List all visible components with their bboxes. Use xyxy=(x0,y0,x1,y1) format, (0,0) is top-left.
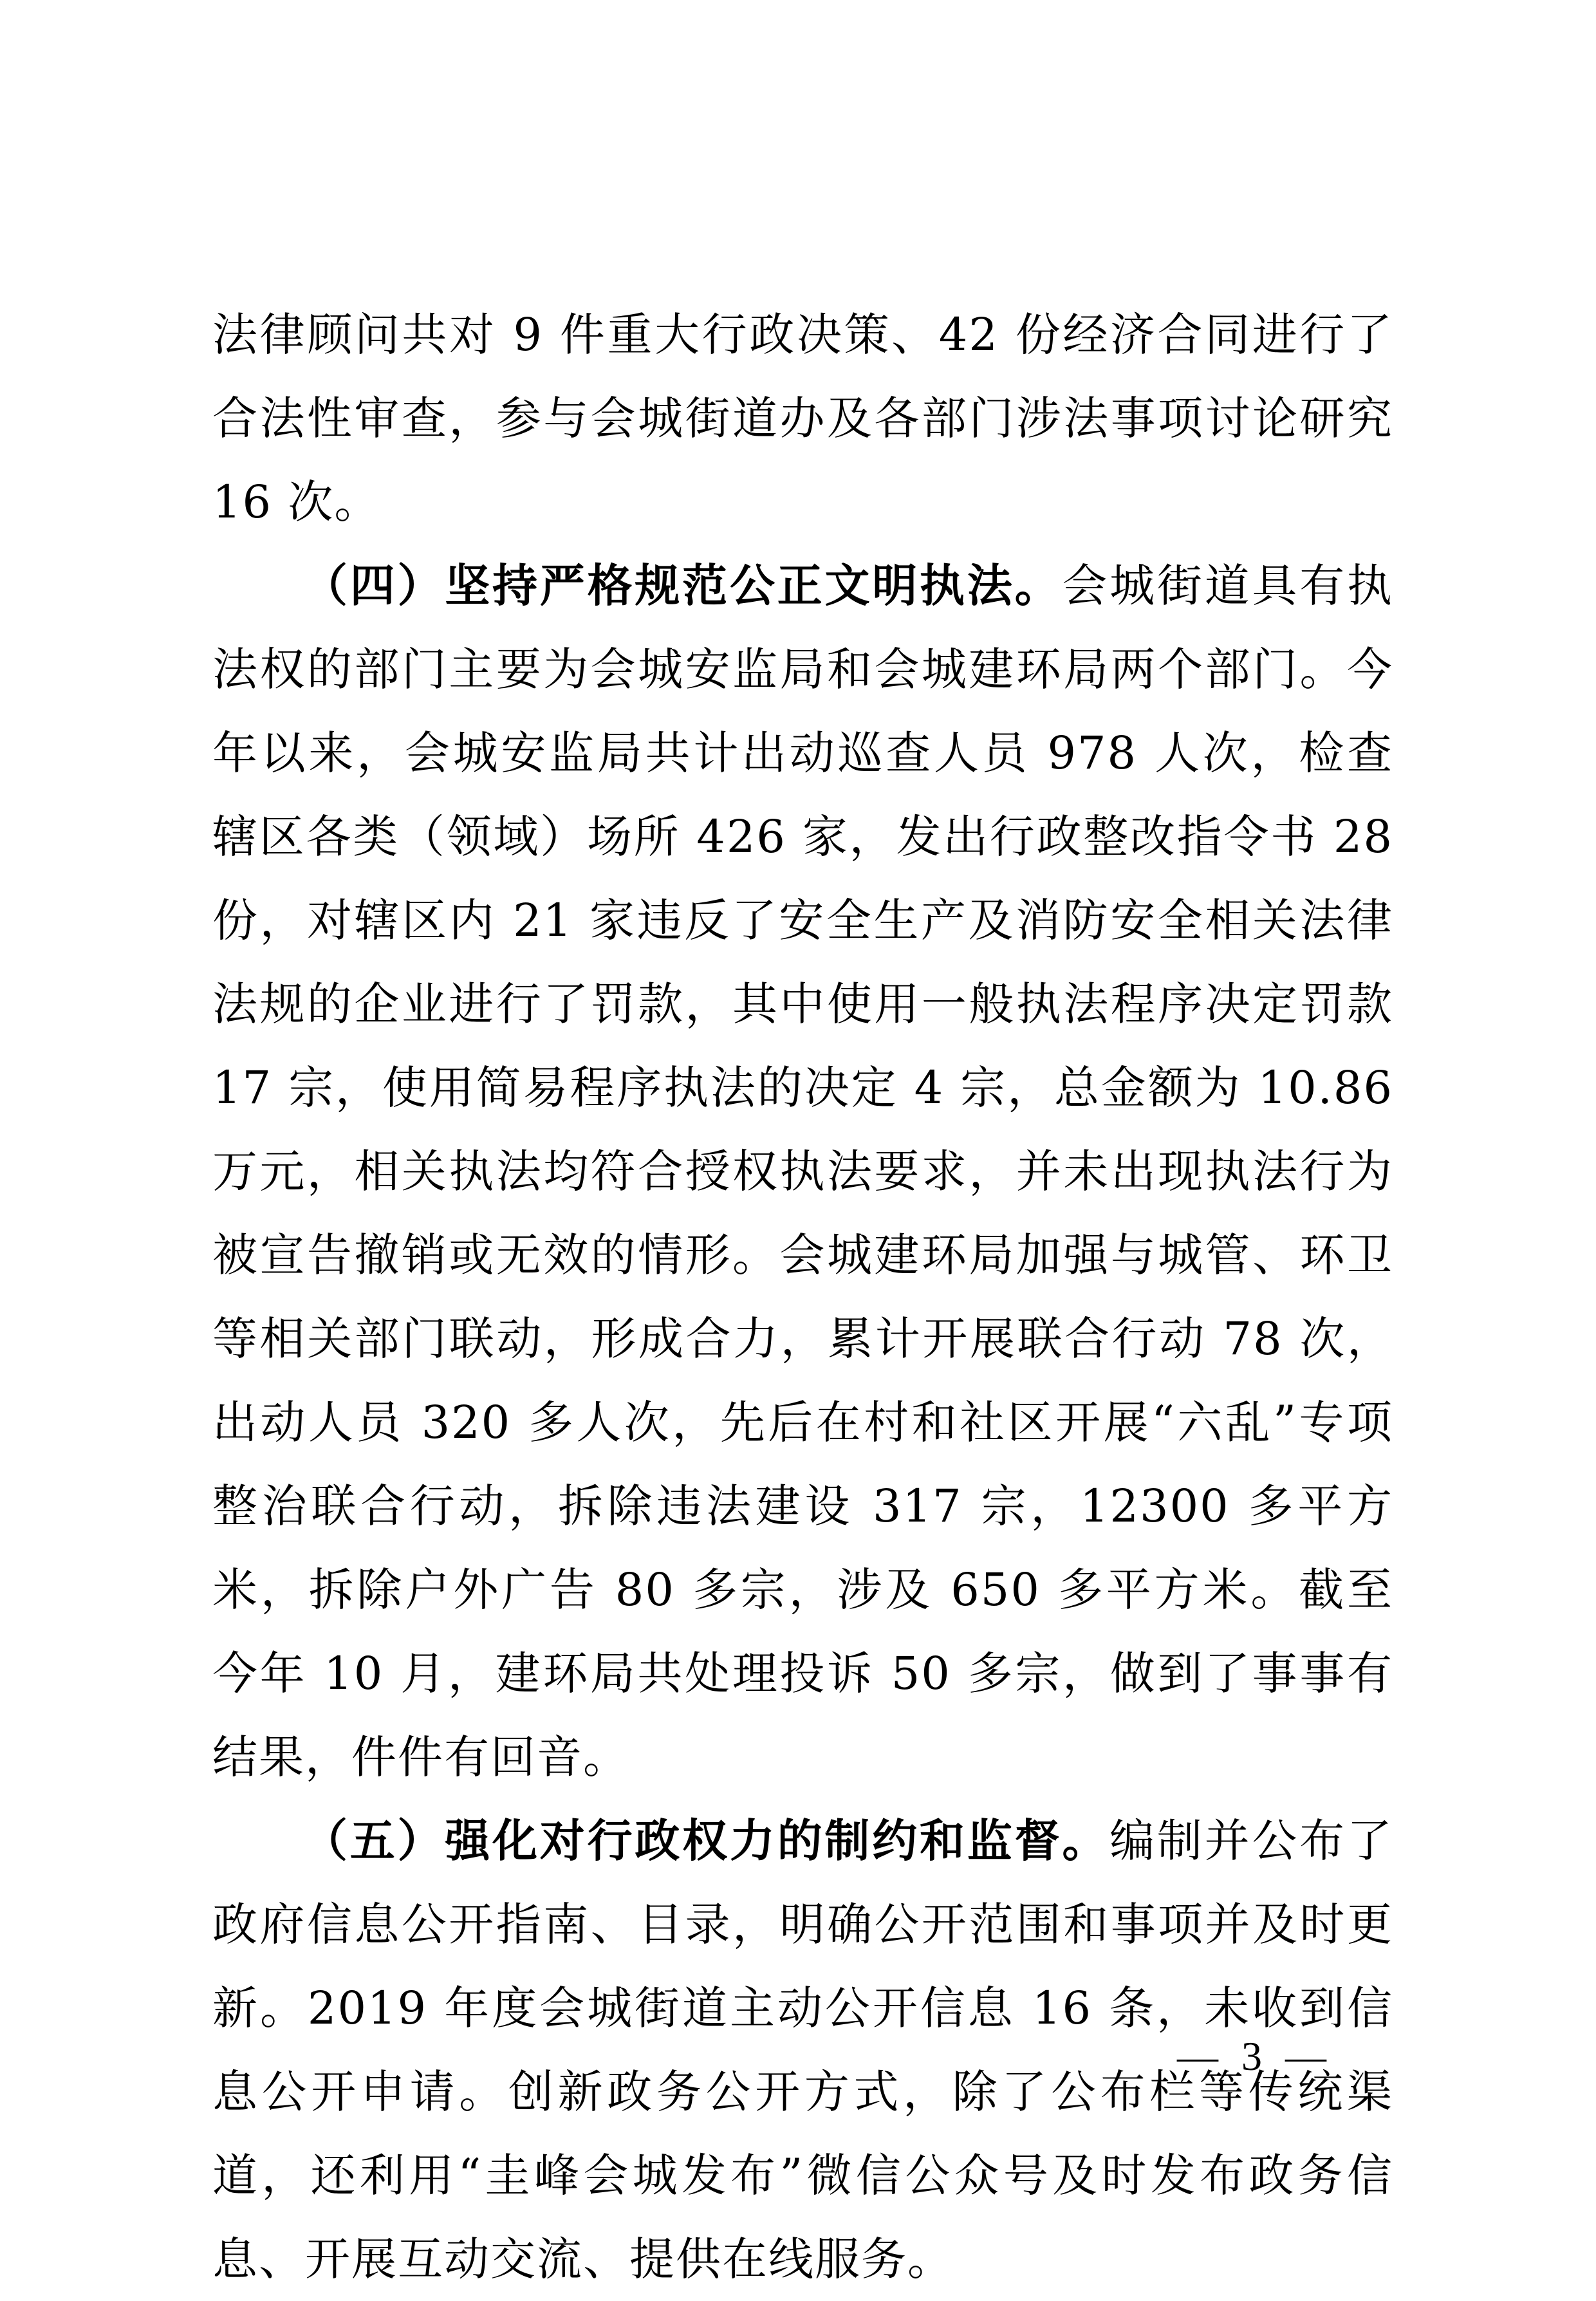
page-number: — 3 — xyxy=(1177,2033,1333,2079)
paragraph-power-supervision-text: 编制并公布了政府信息公开指南、目录，明确公开范围和事项并及时更新。2019 年度会城街道主动公开信息 16 条，未收到信息公开申请。创新政务公开方式，除了公布栏等传统渠道，还利用“圭峰会城发布”微信公众号及时发布政务信息、开展互动交流、提供在线服务。 xyxy=(212,1814,1394,2286)
paragraph-law-enforcement-text: 会城街道具有执法权的部门主要为会城安监局和会城建环局两个部门。今年以来，会城安监局共计出动巡查人员 978 人次，检查辖区各类（领域）场所 426 家，发出行政整改指令书 28 份，对辖区内 21 家违反了安全生产及消防安全相关法律法规的企业进行了罚款，其中使用一般执法程序决定罚款 17 宗，使用简易程序执法的决定 4 宗，总金额为 10.86 万元，相关执法均符合授权执法要求，并未出现执法行为被宣告撤销或无效的情形。会城建环局加强与城管、环卫等相关部门联动，形成合力，累计开展联合行动 78 次，出动人员 320 多人次，先后在村和社区开展“六乱”专项整治联合行动，拆除违法建设 317 宗，12300 多平方米，拆除户外广告 80 多宗，涉及 650 多平方米。截至今年 10 月，建环局共处理投诉 50 多宗，做到了事事有结果，件件有回音。 xyxy=(212,559,1394,1784)
paragraph-legal-review-text: 法律顾问共对 9 件重大行政决策、42 份经济合同进行了合法性审查，参与会城街道办及各部门涉法事项讨论研究 16 次。 xyxy=(212,308,1393,528)
section-heading-four: （四）坚持严格规范公正文明执法。 xyxy=(302,559,1062,612)
paragraph-legal-review xyxy=(212,293,1393,544)
paragraph-law-enforcement xyxy=(212,544,1393,1799)
section-heading-five: （五）强化对行政权力的制约和监督。 xyxy=(302,1814,1110,1867)
document-body xyxy=(212,293,1393,2301)
